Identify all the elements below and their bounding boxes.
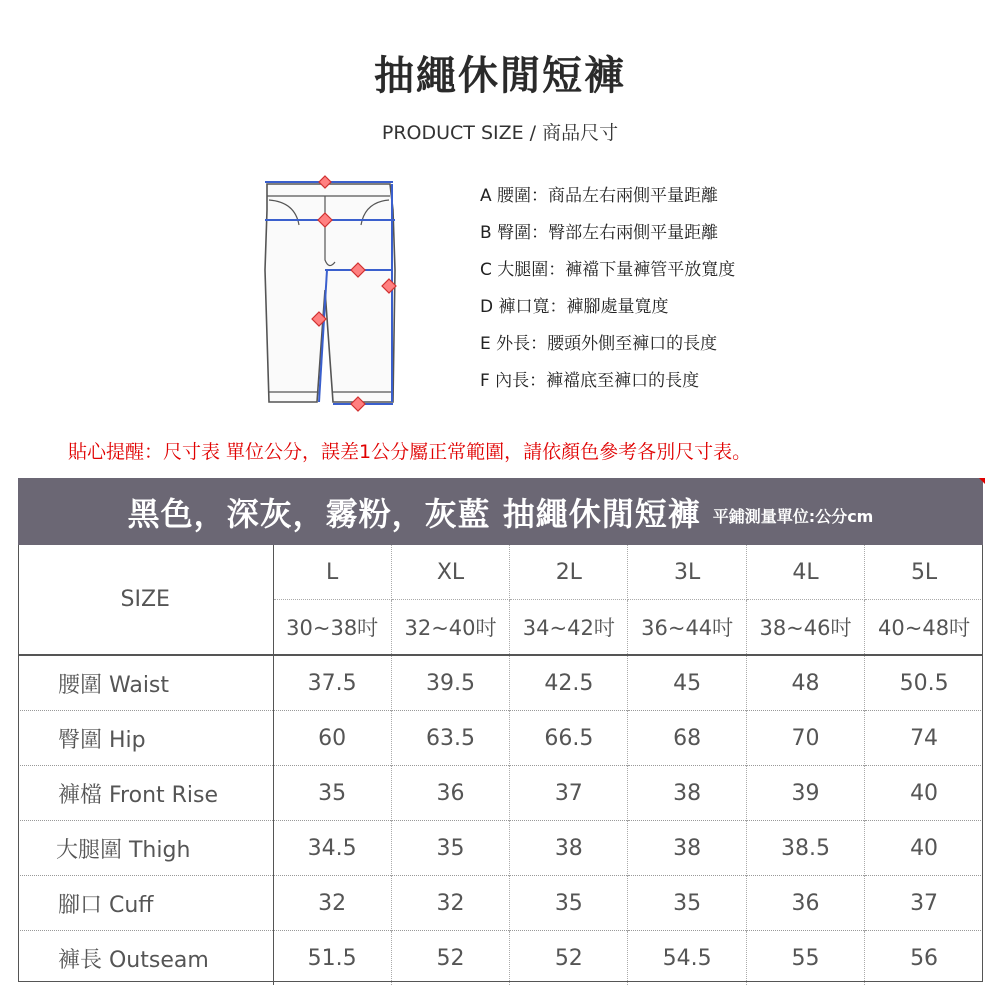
legend-item-f: F 內長：褲襠底至褲口的長度 (480, 371, 700, 391)
table-cell: 40 (865, 766, 983, 821)
table-cell: 74 (865, 711, 983, 766)
range-cell: 36~44吋 (628, 600, 746, 656)
table-cell: 48 (746, 655, 864, 711)
measurement-legend (480, 178, 735, 400)
table-cell: 50.5 (899, 670, 949, 696)
table-cell: 66.5 (510, 711, 628, 766)
table-cell: 38 (510, 821, 628, 876)
table-cell: 37 (865, 876, 983, 931)
row-label: 腳口 Cuff (18, 876, 273, 931)
notice-text: 貼心提醒：尺寸表 單位公分，誤差1公分屬正常範圍，請依顏色參考各別尺寸表。 (68, 441, 752, 463)
page-title: 抽繩休閒短褲 (374, 53, 626, 99)
table-cell: 35 (273, 766, 391, 821)
range-cell: 30~38吋 (273, 600, 391, 656)
size-cell: 2L (510, 545, 628, 600)
banner-title: 黑色，深灰，霧粉，灰藍 抽繩休閒短褲 (127, 494, 701, 533)
table-cell: 45 (628, 655, 746, 711)
table-cell: 55 (746, 931, 864, 986)
row-label: 大腿圍 Thigh (18, 821, 273, 876)
table-cell: 39 (746, 766, 864, 821)
row-label: 褲檔 Front Rise (18, 766, 273, 821)
size-table (18, 545, 983, 985)
row-label: 臀圍 Hip (18, 711, 273, 766)
table-cell: 37 (510, 766, 628, 821)
table-cell: 38.5 (746, 821, 864, 876)
table-cell: 35 (628, 876, 746, 931)
range-cell: 40~48吋 (878, 616, 971, 640)
size-cell: XL (391, 545, 509, 600)
page-subtitle: PRODUCT SIZE / 商品尺寸 (381, 122, 619, 144)
table-row (18, 711, 983, 766)
table-cell: 68 (628, 711, 746, 766)
size-chart-banner (18, 478, 983, 545)
table-cell: 32 (273, 876, 391, 931)
table-cell: 39.5 (391, 655, 509, 711)
range-cell: 32~40吋 (391, 600, 509, 656)
table-row (18, 876, 983, 931)
table-cell: 42.5 (510, 655, 628, 711)
table-cell: 52 (391, 931, 509, 986)
size-cell: L (273, 545, 391, 600)
table-cell: 37.5 (273, 655, 391, 711)
table-cell: 32 (391, 876, 509, 931)
table-cell: 63.5 (391, 711, 509, 766)
legend-item-b: B 臀圍：臀部左右兩側平量距離 (480, 223, 719, 243)
table-cell: 60 (273, 711, 391, 766)
table-row (18, 931, 983, 986)
size-cell: 4L (746, 545, 864, 600)
table-cell: 34.5 (273, 821, 391, 876)
size-cell: 5L (865, 545, 983, 600)
table-cell: 35 (391, 821, 509, 876)
table-row (18, 766, 983, 821)
shorts-illustration-icon (255, 170, 405, 415)
table-cell: 70 (746, 711, 864, 766)
size-chart (18, 478, 983, 983)
table-cell: 40 (865, 821, 983, 876)
legend-item-c: C 大腿圍：褲襠下量褲管平放寬度 (480, 260, 736, 280)
table-cell: 36 (746, 876, 864, 931)
range-cell: 34~42吋 (510, 600, 628, 656)
table-row (18, 655, 983, 711)
table-row (18, 821, 983, 876)
size-cell: 3L (628, 545, 746, 600)
table-cell: 52 (510, 931, 628, 986)
table-cell: 38 (628, 766, 746, 821)
table-cell: 38 (628, 821, 746, 876)
table-cell: 35 (510, 876, 628, 931)
row-label: 腰圍 Waist (18, 655, 273, 711)
range-cell: 38~46吋 (746, 600, 864, 656)
table-cell: 36 (391, 766, 509, 821)
row-label: 褲長 Outseam (18, 931, 273, 986)
banner-unit-note: 平鋪測量單位:公分cm (712, 507, 874, 526)
table-cell: 51.5 (273, 931, 391, 986)
legend-item-e: E 外長：腰頭外側至褲口的長度 (480, 334, 718, 354)
size-header-label: SIZE (18, 545, 273, 655)
corner-mark (979, 478, 985, 484)
legend-item-d: D 褲口寬：褲腳處量寬度 (480, 297, 669, 317)
size-header-row (18, 545, 983, 600)
shorts-diagram (255, 170, 405, 419)
table-cell: 56 (865, 931, 983, 986)
legend-item-a: A 腰圍：商品左右兩側平量距離 (480, 186, 719, 206)
table-cell: 54.5 (628, 931, 746, 986)
